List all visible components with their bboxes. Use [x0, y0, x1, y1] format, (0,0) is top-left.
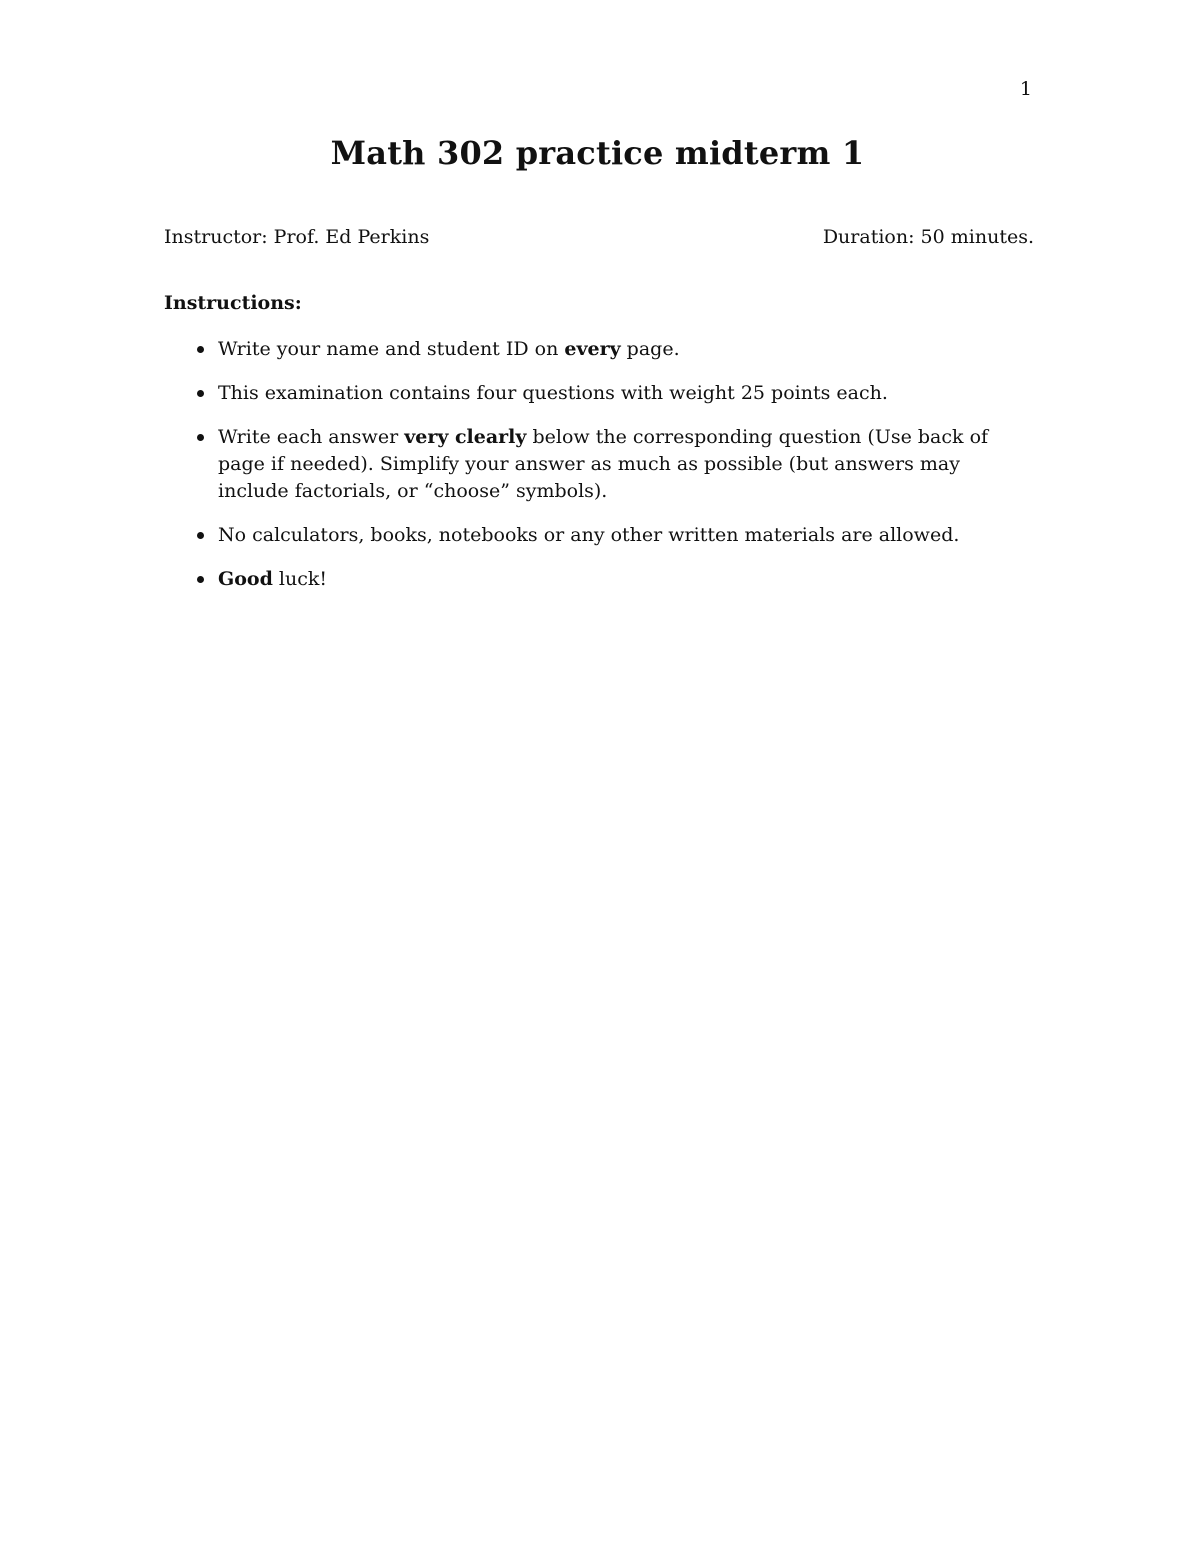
instruction-text: Write each answer: [218, 426, 405, 448]
instruction-emphasis: every: [564, 338, 621, 360]
instruction-emphasis: Good: [218, 568, 273, 590]
instruction-text: This examination contains four questions with weight 25 points each.: [218, 382, 888, 404]
page-number: 1: [1019, 78, 1032, 100]
instructor-label: Instructor: Prof. Ed Perkins: [164, 226, 430, 248]
instruction-text: luck!: [272, 568, 328, 590]
instruction-text: No calculators, books, notebooks or any other written materials are allowed.: [218, 524, 960, 546]
instruction-text: page.: [620, 338, 680, 360]
instruction-item: [164, 522, 1036, 549]
bullet-icon: [197, 390, 204, 397]
instructions-heading: Instructions:: [164, 292, 302, 314]
exam-meta: [164, 226, 1034, 248]
instruction-list: [164, 336, 1036, 610]
instruction-emphasis: very clearly: [404, 426, 527, 448]
bullet-icon: [197, 576, 204, 583]
instruction-item: [164, 336, 1036, 363]
bullet-icon: [197, 346, 204, 353]
instruction-text: Write your name and student ID on: [218, 338, 565, 360]
instruction-item: [164, 380, 1036, 407]
duration-label: Duration: 50 minutes.: [822, 226, 1034, 248]
instruction-text: below the corresponding question (Use back of page if needed). Simplify your answer as much as possible (but answers may include factorials, or “choose” symbols).: [218, 426, 989, 502]
instruction-item: [164, 566, 1036, 593]
instruction-item: [164, 424, 1036, 505]
bullet-icon: [197, 532, 204, 539]
bullet-icon: [197, 434, 204, 441]
page-title: Math 302 practice midterm 1: [330, 134, 865, 172]
